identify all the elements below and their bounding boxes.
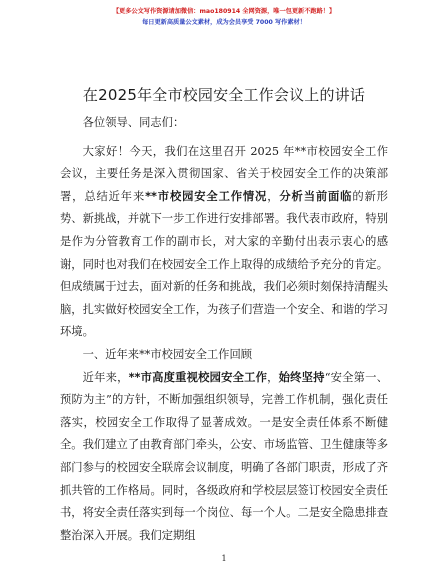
intro-bold-1: **市校园安全工作情况 — [145, 189, 268, 203]
document-title: 在2025年全市校园安全工作会议上的讲话 — [82, 86, 366, 104]
banner-line-2: 每日更新高质量公文素材，成为会员享受 7000 写作素材！ — [142, 19, 306, 26]
review-text-3: “安全第一、预防为主”的方针，不断加强组织领导，完善工作机制，强化责任落实，校园安全工作取得了显著成效。一是安全责任体系不断健全。我们建立了由教育部门牵头，公安、市场监管、卫生健康等多部门参与的校园安全联席会议制度，明确了各部门职责，形成了齐抓共管的工作格局。同时，各级政府和学校层层签订校园安全责任书，将安全责任落实到每一个岗位、每一个人。二是安全隐患排查整治深入开展。我们定期组 — [60, 370, 388, 542]
header-banner — [0, 6, 448, 28]
section-heading-1: 一、近年来**市校园安全工作回顾 — [82, 347, 253, 361]
review-text-2: ， — [267, 370, 279, 384]
banner-line-1: 【更多公文写作资源请加微信：mao180914 全网资源，唯一包更新不跑路！】 — [112, 8, 336, 15]
review-bold-1: **市高度重视校园安全工作 — [128, 370, 268, 384]
intro-text-1: 大家好！今天，我们在这里召开 2025 年**市校园安全工作会议，主要任务是深入贯彻国家、省关于校园安全工作的决策部署，总结近年来 — [60, 144, 388, 203]
intro-text-3: 的新形势、新挑战，并就下一步工作进行安排部署。我代表市政府，特别是作为分管教育工作的副市长，对大家的辛勤付出表示衷心的感谢，同时也对我们在校园安全工作上取得的成绩给予充分的肯定。但成绩属于过去，面对新的任务和挑战，我们必须时刻保持清醒头脑，扎实做好校园安全工作，为孩子们营造一个安全、和谐的学习环境。 — [60, 189, 388, 339]
page-number: 1 — [221, 554, 227, 563]
review-bold-2: 始终坚持 — [278, 370, 325, 384]
review-text-1: 近年来， — [82, 370, 129, 384]
intro-text-2: ， — [267, 189, 280, 203]
greeting: 各位领导、同志们： — [82, 116, 185, 129]
paragraph-review — [60, 367, 388, 548]
intro-bold-2: 分析当前面临 — [279, 189, 353, 203]
document-body — [60, 112, 388, 547]
paragraph-intro — [60, 141, 388, 344]
